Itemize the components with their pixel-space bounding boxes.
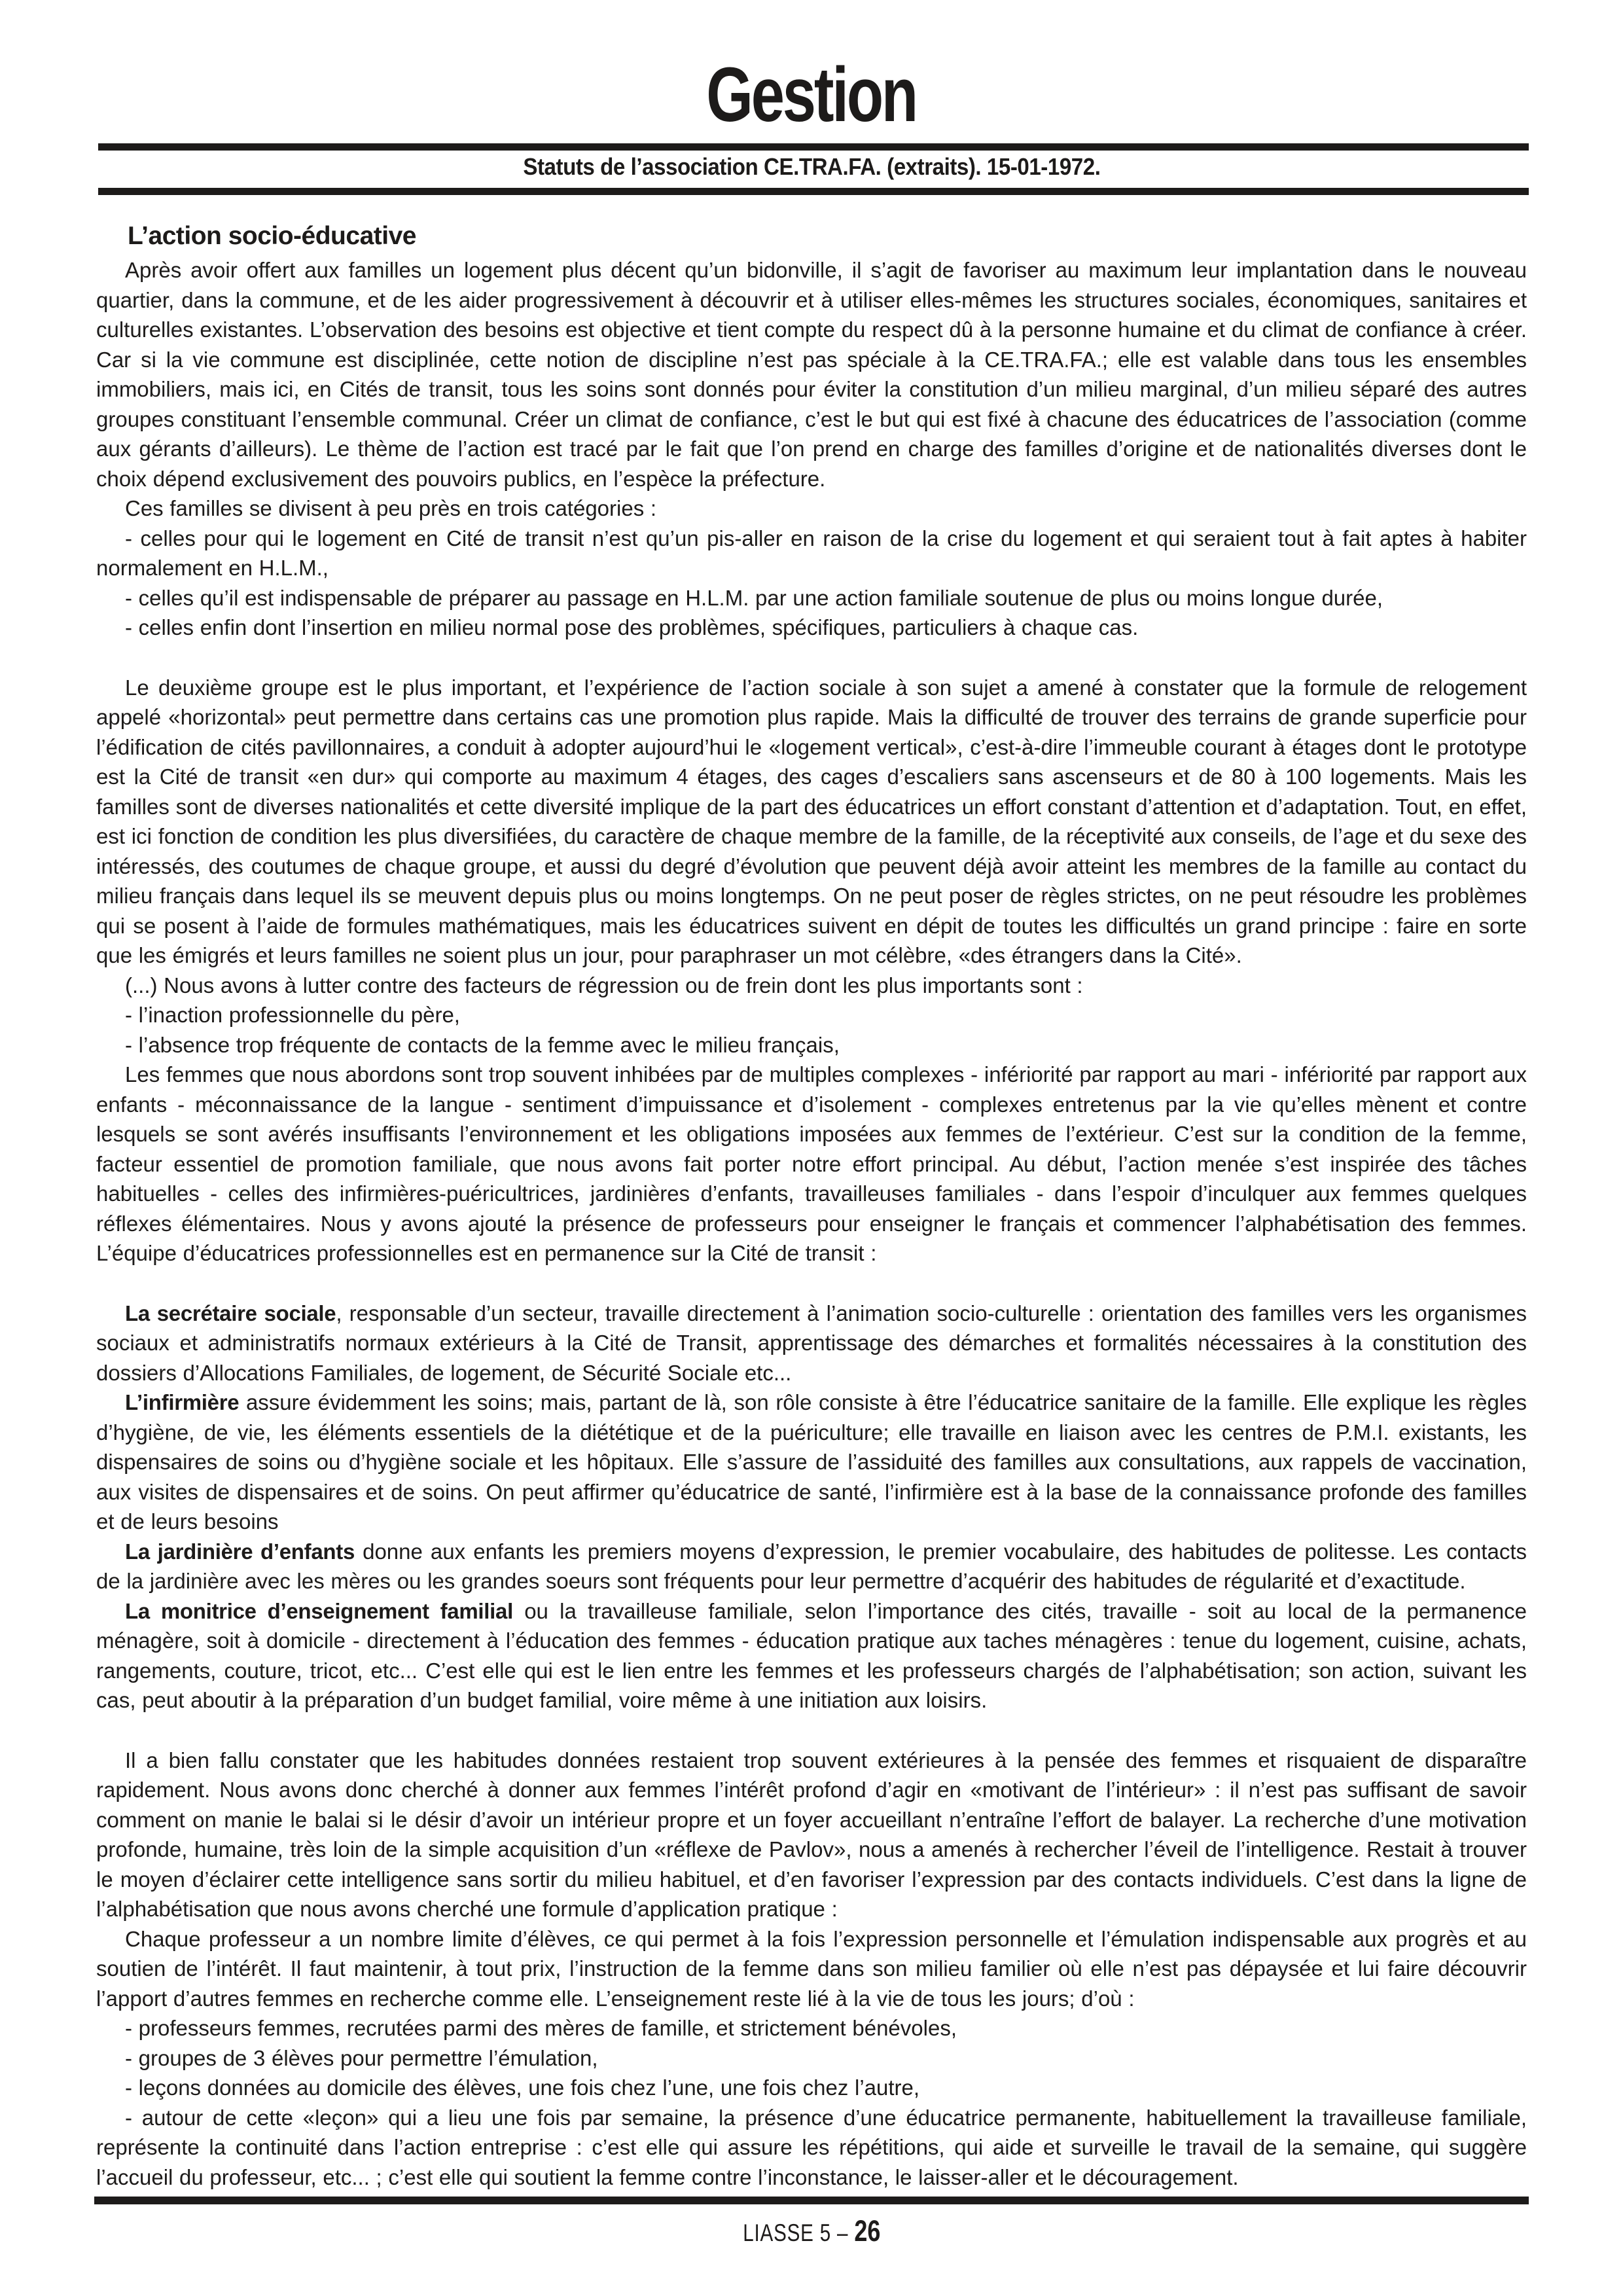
document-body xyxy=(96,221,1527,2192)
body-blocks xyxy=(96,255,1527,2192)
footer-rule xyxy=(94,2197,1529,2204)
paragraph: (...) Nous avons à lutter contre des facteurs de régression ou de frein dont les plus importants sont : xyxy=(125,973,1083,997)
paragraph: Le deuxième groupe est le plus important, et l’expérience de l’action sociale à son sujet a amené à constater que la formule de relogement appelé «horizontal» peut permettre dans certains cas une promotion plus rapide. Mais la difficulté de trouver des terrains de grande superficie pour l’édification de cités pavillonnaires, a conduit à adopter aujourd’hui le «logement vertical», c’est-à-dire l’immeuble courant à étages dont le prototype est la Cité de transit «en dur» qui comporte au maximum 4 étages, des cages d’escaliers sans ascenseurs et de 80 à 100 logements. Mais les familles sont de diverses nationalités et cette diversité implique de la part des éducatrices un effort constant d’attention et d’adaptation. Tout, en effet, est ici fonction de condition les plus diversifiées, du caractère de chaque membre de la famille, de la réceptivité aux conseils, de l’age et du sexe des intéressés, des coutumes de chaque groupe, et aussi du degré d’évolution que peuvent déjà avoir atteint les membres de la famille au contact du milieu français dans lequel ils se meuvent depuis plus ou moins longtemps. On ne peut poser de règles strictes, on ne peut résoudre les problèmes qui se posent à l’aide de formules mathématiques, mais les éducatrices suivent en dépit de toutes les difficultés un grand principe : faire en sorte que les émigrés et leurs familles ne soient plus un jour, pour paraphraser un mot célèbre, «des étrangers dans la Cité». xyxy=(96,675,1527,967)
paragraph: - l’absence trop fréquente de contacts de la femme avec le milieu français, xyxy=(125,1032,840,1057)
paragraph: - celles qu’il est indispensable de préparer au passage en H.L.M. par une action familiale soutenue de plus ou moins longue durée, xyxy=(125,585,1383,610)
page-subtitle xyxy=(0,152,1623,181)
page-subtitle-text: Statuts de l’association CE.TRA.FA. (extraits). 15-01-1972. xyxy=(522,153,1101,180)
paragraph: - l’inaction professionnelle du père, xyxy=(125,1003,460,1027)
paragraph: Les femmes que nous abordons sont trop souvent inhibées par de multiples complexes - infériorité par rapport au mari - infériorité par rapport aux enfants - méconnaissance de la langue - sentiment d’impuissance et d’isolement - complexes entretenus par la vie qu’elles mènent et contre lesquels se sont avérés insuffisants l’environnement et les obligations imposées aux femmes de l’extérieur. C’est sur la condition de la femme, facteur essentiel de promotion familiale, que nous avons fait porter notre effort principal. Au début, l’action menée s’est inspirée des tâches habituelles - celles des infirmières-puéricultrices, jardinières d’enfants, travailleuses familiales - dans l’espoir d’inculquer aux femmes quelques réflexes élémentaires. Nous y avons ajouté la présence de professeurs pour enseigner le français et commencer l’alphabétisation des femmes. L’équipe d’éducatrices professionnelles est en permanence sur la Cité de transit : xyxy=(96,1062,1527,1265)
paragraph: Ces familles se divisent à peu près en trois catégories : xyxy=(125,496,657,520)
paragraph: Il a bien fallu constater que les habitudes données restaient trop souvent extérieures à la pensée des femmes et risquaient de disparaître rapidement. Nous avons donc cherché à donner aux femmes l’intérêt profond d’agir en «motivant de l’intérieur» : il n’est pas suffisant de savoir comment on manie le balai si le désir d’avoir un intérieur propre et un foyer accueillant n’entraîne l’effort de balayer. La recherche d’une motivation profonde, humaine, très loin de la simple acquisition d’un «réflexe de Pavlov», nous a amenés à rechercher l’éveil de l’intelligence. Restait à trouver le moyen d’éclairer cette intelligence sans sortir du milieu habituel, et d’en favoriser l’expression par des contacts individuels. C’est dans la ligne de l’alphabétisation que nous avons cherché une formule d’application pratique : xyxy=(96,1748,1527,1921)
page-title xyxy=(0,52,1623,138)
paragraph-lead: La monitrice d’enseignement familial xyxy=(125,1598,513,1623)
header-rule-top xyxy=(98,143,1529,151)
footer-page-number: 26 xyxy=(853,2214,881,2248)
section-heading: L’action socio-éducative xyxy=(128,222,416,250)
footer-liasse-label: LIASSE 5 – xyxy=(742,2219,848,2246)
header-rule-bottom xyxy=(98,188,1529,195)
paragraph: - leçons données au domicile des élèves, une fois chez l’une, une fois chez l’autre, xyxy=(125,2075,920,2100)
paragraph: La monitrice d’enseignement familial ou la travailleuse familiale, selon l’importance des cités, travaille - soit au local de la permanence ménagère, soit à domicile - directement à l’éducation des femmes - éducation pratique aux taches ménagères : tenue du logement, cuisine, achats, rangements, couture, tricot, etc... C’est elle qui est le lien entre les femmes et les professeurs chargés de l’alphabétisation; son action, suivant les cas, peut aboutir à la préparation d’un budget familial, voire même à une initiation aux loisirs. xyxy=(96,1598,1527,1712)
page-title-text: Gestion xyxy=(706,52,917,138)
paragraph-spacer xyxy=(96,643,1527,673)
paragraph-lead: La secrétaire sociale xyxy=(125,1300,336,1325)
paragraph-spacer xyxy=(96,1268,1527,1299)
paragraph: Chaque professeur a un nombre limite d’élèves, ce qui permet à la fois l’expression personnelle et l’émulation indispensable aux progrès et au soutien de l’intérêt. Il faut maintenir, à tout prix, l’instruction de la femme dans son milieu familier où elle n’est pas dépaysée et lui faire découvrir l’apport d’autres femmes en recherche comme elle. L’enseignement reste lié à la vie de tous les jours; d’où : xyxy=(96,1926,1527,2011)
footer-text xyxy=(743,2214,880,2249)
paragraph: - celles pour qui le logement en Cité de transit n’est qu’un pis-aller en raison de la crise du logement et qui seraient tout à fait aptes à habiter normalement en H.L.M., xyxy=(96,526,1527,580)
paragraph: L’infirmière assure évidemment les soins; mais, partant de là, son rôle consiste à être l’éducatrice sanitaire de la famille. Elle explique les règles d’hygiène, de vie, les éléments essentiels de la diététique et de la puériculture; elle travaille en liaison avec les centres de P.M.I. existants, les dispensaires de soins ou d’hygiène sociale et les hôpitaux. Elle s’assure de l’assiduité des familles aux consultations, aux rappels de vaccination, aux visites de dispensaires et de soins. On peut affirmer qu’éducatrice de santé, l’infirmière est à la base de la connaissance profonde des familles et de leurs besoins xyxy=(96,1390,1527,1534)
paragraph: Après avoir offert aux familles un logement plus décent qu’un bidonville, il s’agit de favoriser au maximum leur implantation dans le nouveau quartier, dans la commune, et de les aider progressivement à découvrir et à utiliser elles-mêmes les structures sociales, économiques, sanitaires et culturelles existantes. L’observation des besoins est objective et tient compte du respect dû à la personne humaine et du climat de confiance à créer. Car si la vie commune est disciplinée, cette notion de discipline n’est pas spéciale à la CE.TRA.FA.; elle est valable dans tous les ensembles immobiliers, mais ici, en Cités de transit, tous les soins sont donnés pour éviter la constitution d’un milieu marginal, d’un milieu séparé des autres groupes constituant l’ensemble communal. Créer un climat de confiance, c’est le but qui est fixé à chacune des éducatrices de l’association (comme aux gérants d’ailleurs). Le thème de l’action est tracé par le fait que l’on prend en charge des familles d’origine et de nationalités diverses dont le choix dépend exclusivement des pouvoirs publics, en l’espèce la préfecture. xyxy=(96,258,1527,491)
paragraph: - professeurs femmes, recrutées parmi des mères de famille, et strictement bénévoles, xyxy=(125,2016,957,2040)
paragraph-lead: La jardinière d’enfants xyxy=(125,1539,355,1564)
page-footer xyxy=(0,2214,1623,2249)
paragraph-lead: L’infirmière xyxy=(125,1390,240,1414)
paragraph: La secrétaire sociale, responsable d’un secteur, travaille directement à l’animation socio-culturelle : orientation des familles vers les organismes sociaux et administratifs normaux extérieurs à la Cité de Transit, apprentissage des démarches et formalités nécessaires à la constitution des dossiers d’Allocations Familiales, de logement, de Sécurité Sociale etc... xyxy=(96,1300,1527,1385)
paragraph: La jardinière d’enfants donne aux enfants les premiers moyens d’expression, le premier vocabulaire, des habitudes de politesse. Les contacts de la jardinière avec les mères ou les grandes soeurs sont fréquents pour leur permettre d’acquérir des habitudes de régularité et d’exactitude. xyxy=(96,1539,1527,1593)
paragraph: - autour de cette «leçon» qui a lieu une fois par semaine, la présence d’une éducatrice permanente, habituellement la travailleuse familiale, représente la continuité dans l’action entreprise : c’est elle qui assure les répétitions, qui aide et surveille le travail de la semaine, qui suggère l’accueil du professeur, etc... ; c’est elle qui soutient la femme contre l’inconstance, le laisser-aller et le découragement. xyxy=(96,2105,1527,2189)
paragraph: - celles enfin dont l’insertion en milieu normal pose des problèmes, spécifiques, particuliers à chaque cas. xyxy=(125,615,1139,639)
paragraph: - groupes de 3 élèves pour permettre l’émulation, xyxy=(125,2045,598,2070)
paragraph-spacer xyxy=(96,1715,1527,1746)
